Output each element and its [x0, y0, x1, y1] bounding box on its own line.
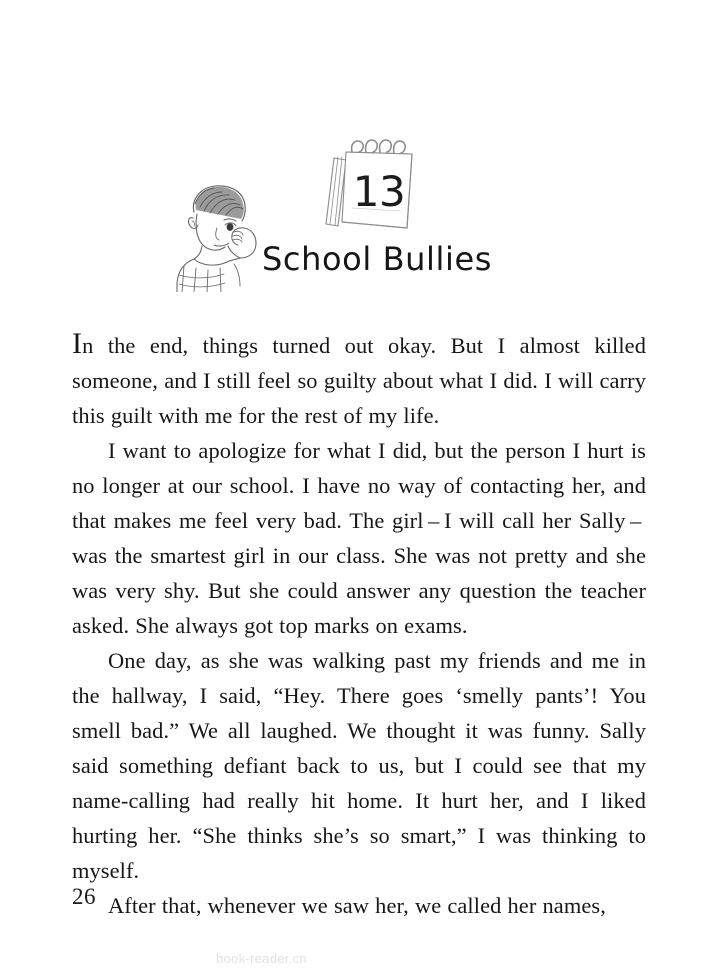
flip-calendar-illustration: [312, 130, 436, 238]
chapter-number: 13: [352, 166, 406, 216]
paragraph-2: I want to apologize for what I did, but the person I hurt is no longer at our school. I have no way of contacting her, and that makes me feel very bad. The girl – I will call her Sally – was the smartest girl in our class. She was not pretty and she was very shy. But she could answer any question the teacher asked. She always got top marks on exams.: [72, 438, 646, 638]
boy-sketch-illustration: [172, 180, 276, 292]
body-text: [72, 328, 646, 923]
page-number: 26: [72, 884, 96, 909]
chapter-title: School Bullies: [262, 240, 493, 278]
site-watermark: book-reader.cn: [216, 951, 307, 966]
paragraph-text: n the end, things turned out okay. But I almost killed someone, and I still feel so guilty about what I did. I will carry this guilt with me for the rest of my life.: [72, 333, 646, 428]
paragraph-1: [72, 328, 646, 433]
chapter-header: [0, 122, 716, 302]
paragraph-3: One day, as she was walking past my friends and me in the hallway, I said, “Hey. There goes ‘smelly pants’! You smell bad.” We all laughed. We thought it was funny. Sally said something defiant back to us, but I could see that my name-calling had really hit home. It hurt her, and I liked hurting her. “She thinks she’s so smart,” I was thinking to myself.: [72, 648, 646, 883]
paragraph-4: After that, whenever we saw her, we called her names,: [108, 893, 606, 918]
paragraph-initial: I: [72, 327, 83, 360]
